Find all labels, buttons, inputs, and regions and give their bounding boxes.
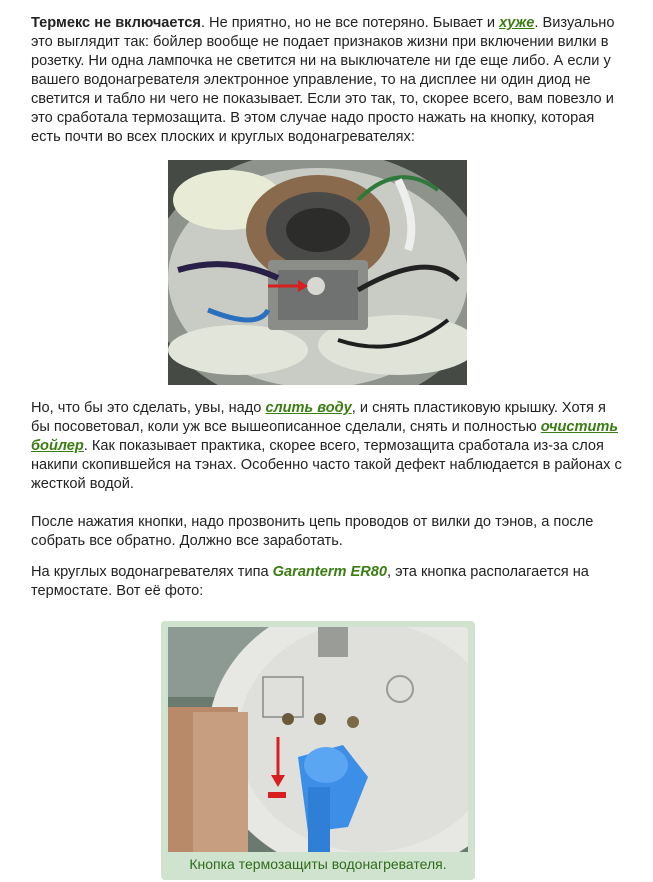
paragraph-heading: Термекс не включается [31,15,201,31]
boiler-thermostat-photo [168,160,467,385]
paragraph-text: На круглых водонагревателях типа [31,564,273,580]
paragraph-text: После нажатия кнопки, надо прозвонить цепь проводов от вилки до тэнов, а после собрать все обратно. Должно все заработать. [31,514,594,549]
link-worse[interactable]: хуже [499,15,535,31]
figure-caption: Кнопка термозащиты водонагревателя. [189,856,447,872]
paragraph-text: , и снять пластиковую крышку. Хотя я бы посоветовал, коли уж все вышеописанное сделали, снять и полностью [31,400,606,435]
paragraph-text: . Как показывает практика, скорее всего, термозащита сработала из-за слоя накипи скопившейся на тэнах. Особенно часто такой дефект наблюдается в районах с жесткой водой. [31,438,622,492]
paragraph-text: , эта кнопка располагается на термостате. Вот её фото: [31,564,589,599]
paragraph-drain-water [31,399,623,494]
link-clean-boiler[interactable]: очистить бойлер [31,419,619,454]
paragraph-text: . Визуально это выглядит так: бойлер вообще не подает признаков жизни при включении вилки в розетку. Ни одна лампочка не светится ни на выключателе ни где еще либо. А если у вашего водонагревателя электронное управление, то на дисплее ни один диод не светится и табло ни чего не показывает. Если это так, то, скорее всего, вам повезло и это сработала термозащита. В этом случае надо просто нажать на кнопку, которая есть почти во всех плоских и круглых водонагревателях: [31,15,615,145]
thermostat-photo [168,627,468,852]
link-drain-water[interactable]: слить воду [265,400,352,416]
thermostat-image [168,627,468,852]
model-name: Garanterm ER80 [272,564,388,580]
paragraph-thermex-not-turning-on [31,14,623,147]
paragraph-after-press [31,513,623,551]
thermostat-figure [161,621,475,880]
paragraph-text: Но, что бы это сделать, увы, надо [31,400,266,416]
paragraph-round-heaters [31,563,623,601]
paragraph-text: . Не приятно, но не все потеряно. Бывает и [200,15,500,31]
boiler-thermostat-image [168,160,467,385]
